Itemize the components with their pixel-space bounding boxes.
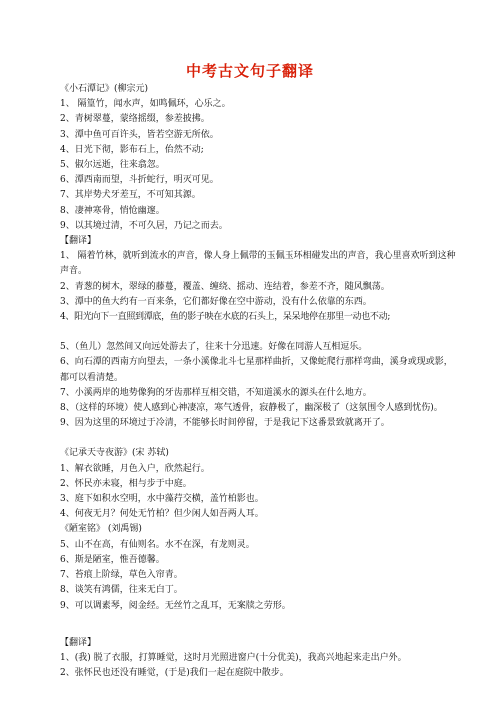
text-line: 2、青树翠蔓，蒙络摇缀，参差披拂。 bbox=[60, 114, 210, 125]
text-line: 4、日光下彻，影布石上，佁然不动; bbox=[60, 144, 204, 155]
text-line: 6、斯是陋室，惟吾德馨。 bbox=[60, 554, 165, 565]
text-line: 3、庭下如积水空明，水中藻荇交横，盖竹柏影也。 bbox=[60, 494, 264, 505]
section-heading-loushiming: 《陋室铭》 (刘禹锡) bbox=[60, 524, 142, 535]
translation-line: 1、 隔着竹林，就听到流水的声音，像人身上佩带的玉佩玉环相碰发出的声音，我心里喜欢听到这种声音。 bbox=[60, 251, 456, 277]
translation-line: 1、(我) 脱了衣服，打算睡觉，这时月光照进窗户(十分优美)，我高兴地起来走出户外。 bbox=[60, 652, 407, 663]
text-line: 1、 隔篁竹，闻水声，如鸣佩环，心乐之。 bbox=[60, 99, 231, 110]
section-heading-chengtiansi: 《记承天寺夜游》(宋 苏轼) bbox=[60, 448, 169, 459]
text-line: 8、谈笑有鸿儒，往来无白丁。 bbox=[60, 585, 183, 596]
text-line: 7、苔痕上阶绿，草色入帘青。 bbox=[60, 570, 183, 581]
text-line: 4、何夜无月？何处无竹柏？但少闲人如吾两人耳。 bbox=[60, 509, 264, 520]
translation-line: 7、小溪两岸的地势像狗的牙齿那样互相交错，不知道溪水的源头在什么地方。 bbox=[60, 387, 372, 398]
translation-line: 5、（鱼儿）忽然间又向远处游去了，往来十分迅速。好像在同游人互相逗乐。 bbox=[60, 342, 368, 353]
text-line: 9、可以调素琴，阅金经。无丝竹之乱耳，无案牍之劳形。 bbox=[60, 600, 291, 611]
text-line: 8、凄神寒骨，悄怆幽邃。 bbox=[60, 205, 165, 216]
text-line: 7、其岸势犬牙差互，不可知其源。 bbox=[60, 190, 201, 201]
text-line: 5、山不在高，有仙则名。水不在深，有龙则灵。 bbox=[60, 539, 255, 550]
translation-line: 3、潭中的鱼大约有一百来条，它们都好像在空中游动，没有什么依靠的东西。 bbox=[60, 296, 372, 307]
section-heading-xiaoshitanji: 《小石潭记》(柳宗元) bbox=[60, 84, 149, 94]
translation-line: 4、阳光向下一直照到潭底，鱼的影子映在水底的石头上，呆呆地停在那里一动也不动; bbox=[60, 312, 391, 323]
translation-line: 2、青葱的树木，翠绿的藤蔓，覆盖、缠绕、摇动、连结着，参差不齐，随风飘荡。 bbox=[60, 281, 390, 292]
document-body bbox=[60, 82, 458, 681]
text-line: 9、以其境过清，不可久居，乃记之而去。 bbox=[60, 220, 228, 231]
text-line: 2、怀民亦未寝，相与步于中庭。 bbox=[60, 478, 192, 489]
translation-line: 6、向石潭的西南方向望去，一条小溪像北斗七星那样曲折，又像蛇爬行那样弯曲，溪身或现或影，都可以看清楚。 bbox=[60, 357, 453, 383]
document-title: 中考古文句子翻译 bbox=[185, 62, 314, 80]
text-line: 6、潭西南而望，斗折蛇行，明灭可见。 bbox=[60, 175, 219, 186]
translation-line: 2、张怀民也还没有睡觉，(于是)我们一起在庭院中散步。 bbox=[60, 668, 289, 679]
translation-line: 8、（这样的环境）使人感到心神凄凉，寒气透骨，寂静极了，幽深极了（这氛围令人感到忧伤)。 bbox=[60, 403, 443, 414]
spacer bbox=[60, 614, 458, 636]
translation-heading: 【翻译】 bbox=[60, 236, 97, 247]
spacer bbox=[60, 431, 458, 446]
text-line: 3、潭中鱼可百许头，皆若空游无所依。 bbox=[60, 129, 219, 140]
text-line: 5、俶尔远逝，往来翕忽。 bbox=[60, 160, 165, 171]
translation-line: 9、因为这里的环境过于冷清，不能够长时间停留，于是我记下这番景致就离开了。 bbox=[60, 418, 390, 429]
text-line: 1、解衣欲睡，月色入户，欣然起行。 bbox=[60, 463, 210, 474]
translation-heading: 【翻译】 bbox=[60, 637, 97, 648]
spacer bbox=[60, 325, 458, 340]
